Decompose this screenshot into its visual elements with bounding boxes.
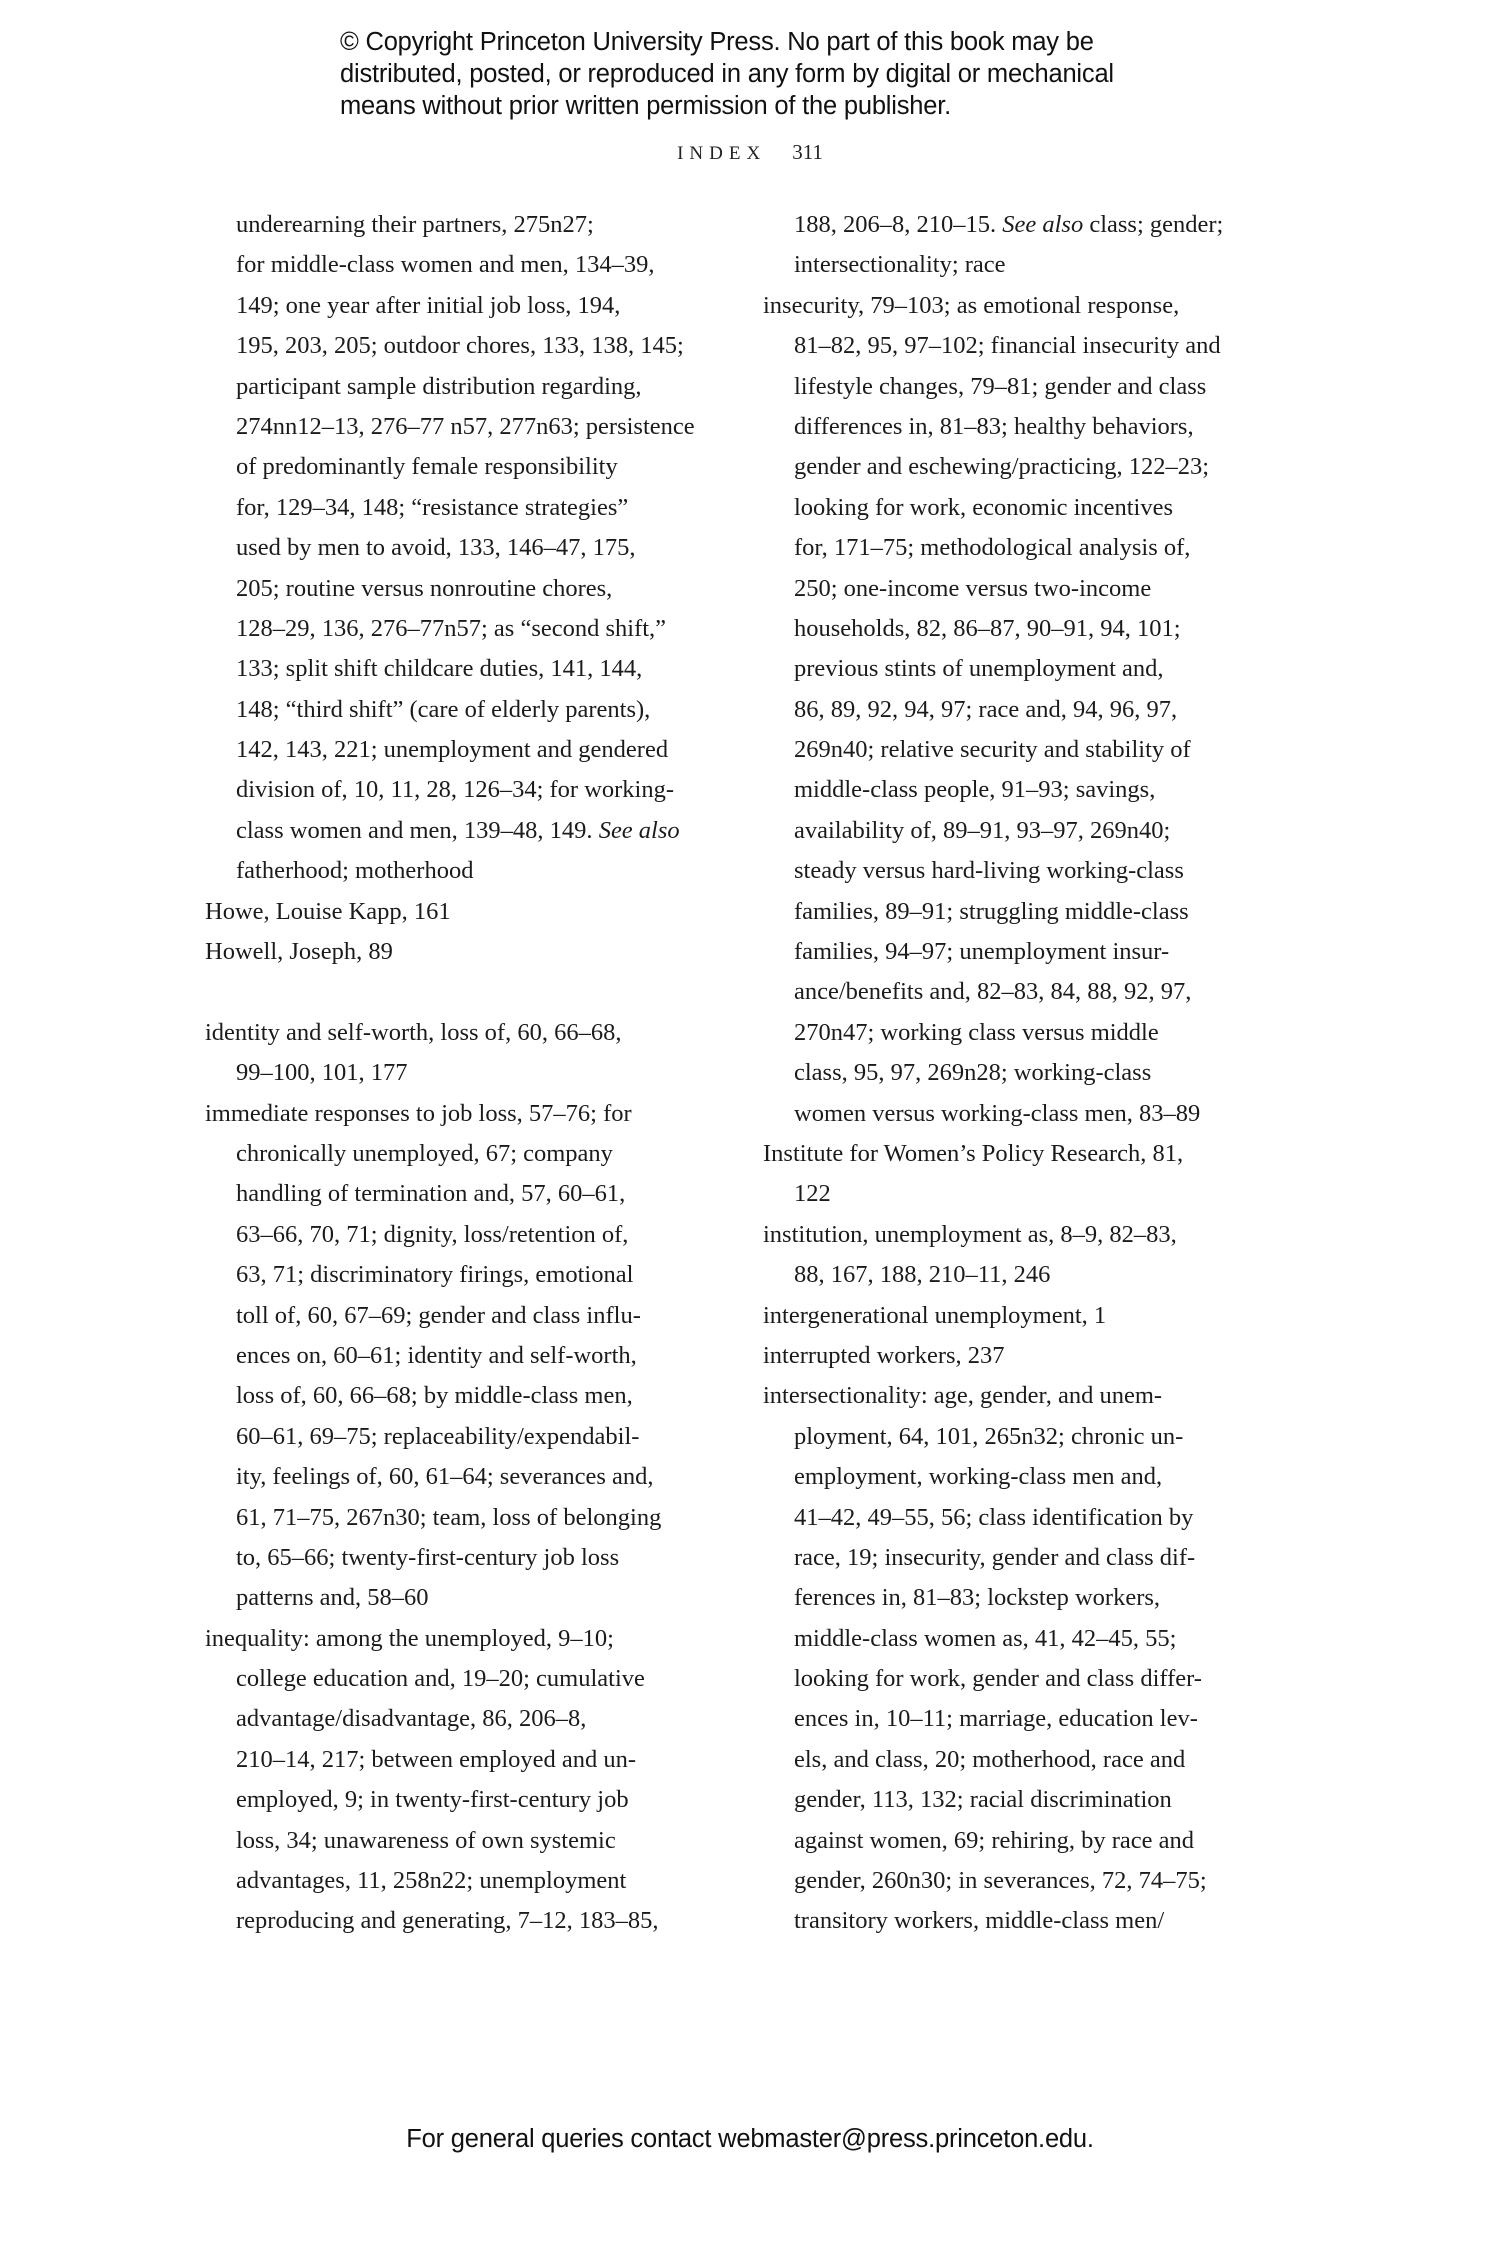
index-line-text: ity, feelings of, 60, 61–64; severances and,	[236, 1463, 654, 1491]
index-entry-heading	[763, 1296, 1283, 1336]
index-entry-heading	[205, 1094, 725, 1134]
index-line-text: 274nn12–13, 276–77 n57, 277n63; persistence	[236, 412, 695, 440]
index-line-text: 149; one year after initial job loss, 194,	[236, 291, 621, 319]
index-line-text: availability of, 89–91, 93–97, 269n40;	[794, 816, 1171, 844]
index-entry-continuation	[763, 1578, 1283, 1618]
index-entry-continuation	[205, 690, 725, 730]
index-line-text: 188, 206–8, 210–15.	[794, 211, 997, 238]
index-line-text: 60–61, 69–75; replaceability/expendabil-	[236, 1422, 640, 1450]
see-also-label: See also	[598, 816, 680, 844]
index-entry-heading	[205, 892, 725, 932]
index-line-text: insecurity, 79–103; as emotional response,	[763, 291, 1180, 319]
index-entry-continuation	[763, 851, 1283, 891]
copyright-line: © Copyright Princeton University Press. No part of this book may be	[340, 28, 1094, 56]
index-entry-continuation	[763, 569, 1283, 609]
index-line-text: loss, 34; unawareness of own systemic	[236, 1826, 616, 1854]
index-line-text: intersectionality: age, gender, and unem-	[763, 1382, 1163, 1410]
index-entry-continuation	[205, 488, 725, 528]
index-line-text: used by men to avoid, 133, 146–47, 175,	[236, 534, 636, 562]
index-line-text: race, 19; insecurity, gender and class dif-	[794, 1543, 1196, 1571]
index-line-text: loss of, 60, 66–68; by middle-class men,	[236, 1382, 633, 1410]
index-entry-continuation	[205, 1215, 725, 1255]
index-line-text: ences on, 60–61; identity and self-worth,	[236, 1341, 637, 1369]
running-head	[0, 140, 1500, 165]
index-line-text: 99–100, 101, 177	[236, 1059, 408, 1087]
index-entry-continuation	[763, 367, 1283, 407]
index-entry-continuation	[205, 1134, 725, 1174]
index-entry-continuation	[763, 1457, 1283, 1497]
index-line-text: middle-class women as, 41, 42–45, 55;	[794, 1624, 1177, 1652]
index-line-text: intersectionality; race	[794, 251, 1006, 279]
index-entry-continuation	[205, 407, 725, 447]
index-line-text: lifestyle changes, 79–81; gender and class	[794, 372, 1207, 400]
index-line-text: 81–82, 95, 97–102; financial insecurity and	[794, 332, 1221, 360]
index-entry-continuation	[763, 690, 1283, 730]
index-line-text: ences in, 10–11; marriage, education lev-	[794, 1705, 1198, 1733]
index-line-text: immediate responses to job loss, 57–76; for	[205, 1099, 632, 1127]
index-entry-heading	[763, 1376, 1283, 1416]
index-line-text: 250; one-income versus two-income	[794, 574, 1152, 602]
index-entry-continuation	[763, 892, 1283, 932]
index-entry-heading	[205, 932, 725, 972]
index-entry-continuation	[205, 326, 725, 366]
index-entry-continuation	[763, 1699, 1283, 1739]
index-entry-continuation	[763, 1417, 1283, 1457]
index-line-text: families, 94–97; unemployment insur-	[794, 938, 1170, 966]
index-entry-continuation	[205, 1659, 725, 1699]
index-entry-continuation	[205, 1376, 725, 1416]
index-entry-continuation	[205, 245, 725, 285]
index-line-text: 148; “third shift” (care of elderly parents),	[236, 695, 651, 723]
index-line-text: 210–14, 217; between employed and un-	[236, 1745, 637, 1773]
index-line-text: 122	[794, 1180, 831, 1208]
index-line-text: for, 171–75; methodological analysis of,	[794, 534, 1191, 562]
copyright-line: means without prior written permission of the publisher.	[340, 92, 952, 120]
index-line-text: 269n40; relative security and stability of	[794, 736, 1191, 764]
index-line-text: households, 82, 86–87, 90–91, 94, 101;	[794, 614, 1181, 642]
index-entry-continuation	[763, 649, 1283, 689]
index-entry-continuation	[205, 1821, 725, 1861]
index-entry-continuation	[763, 528, 1283, 568]
index-line-text: 195, 203, 205; outdoor chores, 133, 138, 145;	[236, 332, 684, 360]
index-entry-continuation	[763, 1659, 1283, 1699]
index-line-text: employment, working-class men and,	[794, 1463, 1163, 1491]
index-entry-continuation	[205, 811, 725, 851]
index-entry-heading	[763, 286, 1283, 326]
index-line-text: for middle-class women and men, 134–39,	[236, 251, 655, 279]
running-head-title: INDEX	[677, 143, 767, 164]
index-line-text: division of, 10, 11, 28, 126–34; for working-	[236, 776, 675, 804]
index-entry-continuation	[205, 1901, 725, 1941]
index-entry-heading	[763, 1215, 1283, 1255]
index-line-text: Howe, Louise Kapp, 161	[205, 897, 451, 925]
index-entry-continuation	[205, 528, 725, 568]
index-entry-continuation	[205, 1780, 725, 1820]
index-line-text: class, 95, 97, 269n28; working-class	[794, 1059, 1152, 1087]
index-entry-continuation	[763, 245, 1283, 285]
index-line-text: families, 89–91; struggling middle-class	[794, 897, 1189, 925]
index-entry-continuation	[763, 811, 1283, 851]
index-entry-continuation	[763, 1821, 1283, 1861]
index-line-text: reproducing and generating, 7–12, 183–85,	[236, 1907, 659, 1935]
index-entry-continuation	[763, 730, 1283, 770]
index-entry-heading	[763, 1134, 1283, 1174]
index-entry-heading	[763, 1336, 1283, 1376]
index-line-text: ance/benefits and, 82–83, 84, 88, 92, 97,	[794, 978, 1192, 1006]
index-line-text: for, 129–34, 148; “resistance strategies”	[236, 493, 629, 521]
index-entry-continuation	[763, 1861, 1283, 1901]
index-line-text: gender, 113, 132; racial discrimination	[794, 1786, 1172, 1814]
index-entry-heading	[205, 1013, 725, 1053]
index-line-text: 205; routine versus nonroutine chores,	[236, 574, 613, 602]
index-entry-continuation	[763, 1901, 1283, 1941]
index-line-text: intergenerational unemployment, 1	[763, 1301, 1107, 1329]
index-spacer	[205, 972, 725, 1012]
index-entry-continuation	[763, 972, 1283, 1012]
index-line-text: inequality: among the unemployed, 9–10;	[205, 1624, 614, 1652]
index-entry-continuation	[763, 1094, 1283, 1134]
index-line-text: class women and men, 139–48, 149.	[236, 816, 593, 844]
index-entry-continuation	[205, 1255, 725, 1295]
index-line-text: differences in, 81–83; healthy behaviors,	[794, 412, 1194, 440]
index-line-text: looking for work, economic incentives	[794, 493, 1173, 521]
index-line-text: chronically unemployed, 67; company	[236, 1139, 613, 1167]
index-entry-continuation	[763, 1013, 1283, 1053]
index-entry-continuation	[205, 770, 725, 810]
index-entry-continuation	[763, 609, 1283, 649]
index-entry-continuation	[205, 1053, 725, 1093]
index-line-text: women versus working-class men, 83–89	[794, 1099, 1201, 1127]
index-line-text: steady versus hard-living working-class	[794, 857, 1184, 885]
index-line-text: college education and, 19–20; cumulative	[236, 1665, 645, 1693]
index-entry-continuation	[205, 1861, 725, 1901]
footer-contact: For general queries contact webmaster@press.princeton.edu.	[406, 2125, 1094, 2153]
index-entry-continuation	[763, 1053, 1283, 1093]
index-line-text: 142, 143, 221; unemployment and gendered	[236, 736, 669, 764]
index-line-text: ployment, 64, 101, 265n32; chronic un-	[794, 1422, 1184, 1450]
index-entry-continuation	[763, 447, 1283, 487]
index-line-text: against women, 69; rehiring, by race and	[794, 1826, 1195, 1854]
index-entry-continuation	[763, 407, 1283, 447]
index-line-text: middle-class people, 91–93; savings,	[794, 776, 1156, 804]
index-entry-continuation	[205, 1699, 725, 1739]
index-line-text: advantage/disadvantage, 86, 206–8,	[236, 1705, 587, 1733]
index-entry-heading	[205, 1619, 725, 1659]
index-line-text: employed, 9; in twenty-first-century job	[236, 1786, 629, 1814]
index-entry-continuation	[763, 770, 1283, 810]
index-line-text: 86, 89, 92, 94, 97; race and, 94, 96, 97,	[794, 695, 1178, 723]
index-entry-continuation	[205, 1296, 725, 1336]
index-line-text: to, 65–66; twenty-first-century job loss	[236, 1543, 620, 1571]
index-line-text: 88, 167, 188, 210–11, 246	[794, 1261, 1051, 1289]
index-line-text: 41–42, 49–55, 56; class identification by	[794, 1503, 1194, 1531]
index-entry-continuation	[763, 205, 1283, 245]
index-entry-continuation	[205, 1336, 725, 1376]
index-line-text: identity and self-worth, loss of, 60, 66–68,	[205, 1018, 622, 1046]
index-line-text: 63–66, 70, 71; dignity, loss/retention of,	[236, 1220, 629, 1248]
index-entry-continuation	[205, 569, 725, 609]
copyright-notice	[340, 26, 1240, 122]
index-entry-continuation	[205, 1457, 725, 1497]
index-entry-continuation	[763, 1255, 1283, 1295]
page-number: 311	[792, 140, 823, 164]
index-entry-continuation	[205, 1578, 725, 1618]
index-line-text: Institute for Women’s Policy Research, 81,	[763, 1139, 1184, 1167]
index-line-text: gender and eschewing/practicing, 122–23;	[794, 453, 1210, 481]
index-entry-continuation	[205, 367, 725, 407]
index-line-text: 63, 71; discriminatory firings, emotional	[236, 1261, 634, 1289]
index-entry-continuation	[205, 205, 725, 245]
index-line-text: 128–29, 136, 276–77n57; as “second shift,”	[236, 614, 667, 642]
index-entry-continuation	[205, 730, 725, 770]
index-entry-continuation	[205, 447, 725, 487]
index-entry-continuation	[763, 1619, 1283, 1659]
index-line-text: ferences in, 81–83; lockstep workers,	[794, 1584, 1161, 1612]
index-entry-continuation	[763, 1740, 1283, 1780]
index-line-text: transitory workers, middle-class men/	[794, 1907, 1165, 1935]
index-line-text: toll of, 60, 67–69; gender and class influ-	[236, 1301, 641, 1329]
index-entry-continuation	[763, 326, 1283, 366]
index-line-text: handling of termination and, 57, 60–61,	[236, 1180, 626, 1208]
index-line-text: advantages, 11, 258n22; unemployment	[236, 1867, 627, 1895]
index-line-text: 133; split shift childcare duties, 141, 144,	[236, 655, 643, 683]
index-entry-continuation	[205, 286, 725, 326]
index-column-left	[205, 205, 725, 1942]
index-entry-continuation	[763, 1174, 1283, 1214]
index-line-text: institution, unemployment as, 8–9, 82–83,	[763, 1220, 1177, 1248]
index-line-text: 61, 71–75, 267n30; team, loss of belonging	[236, 1503, 662, 1531]
index-entry-continuation	[763, 488, 1283, 528]
index-entry-continuation	[763, 932, 1283, 972]
index-line-text: gender, 260n30; in severances, 72, 74–75;	[794, 1867, 1207, 1895]
index-entry-continuation	[205, 649, 725, 689]
index-line-text: interrupted workers, 237	[763, 1341, 1005, 1369]
index-entry-continuation	[763, 1780, 1283, 1820]
index-entry-continuation	[205, 1740, 725, 1780]
index-line-text: previous stints of unemployment and,	[794, 655, 1164, 683]
index-line-text: underearning their partners, 275n27;	[236, 211, 594, 238]
index-entry-continuation	[205, 1174, 725, 1214]
index-line-text: patterns and, 58–60	[236, 1584, 429, 1612]
index-column-right	[763, 205, 1283, 1942]
index-entry-continuation	[205, 609, 725, 649]
index-line-text: looking for work, gender and class differ-	[794, 1665, 1202, 1693]
index-line-text: participant sample distribution regarding,	[236, 372, 642, 400]
index-line-text: fatherhood; motherhood	[236, 857, 474, 885]
index-line-text: of predominantly female responsibility	[236, 453, 618, 481]
index-entry-continuation	[205, 1538, 725, 1578]
index-entry-continuation	[205, 1498, 725, 1538]
index-entry-continuation	[205, 1417, 725, 1457]
index-entry-continuation	[763, 1498, 1283, 1538]
copyright-line: distributed, posted, or reproduced in any form by digital or mechanical	[340, 60, 1114, 88]
see-also-targets: class; gender;	[1083, 211, 1224, 238]
index-line-text: 270n47; working class versus middle	[794, 1018, 1159, 1046]
index-entry-continuation	[205, 851, 725, 891]
index-entry-continuation	[763, 1538, 1283, 1578]
see-also-label: See also	[1002, 211, 1084, 238]
index-line-text: Howell, Joseph, 89	[205, 938, 393, 966]
index-line-text: els, and class, 20; motherhood, race and	[794, 1745, 1186, 1773]
